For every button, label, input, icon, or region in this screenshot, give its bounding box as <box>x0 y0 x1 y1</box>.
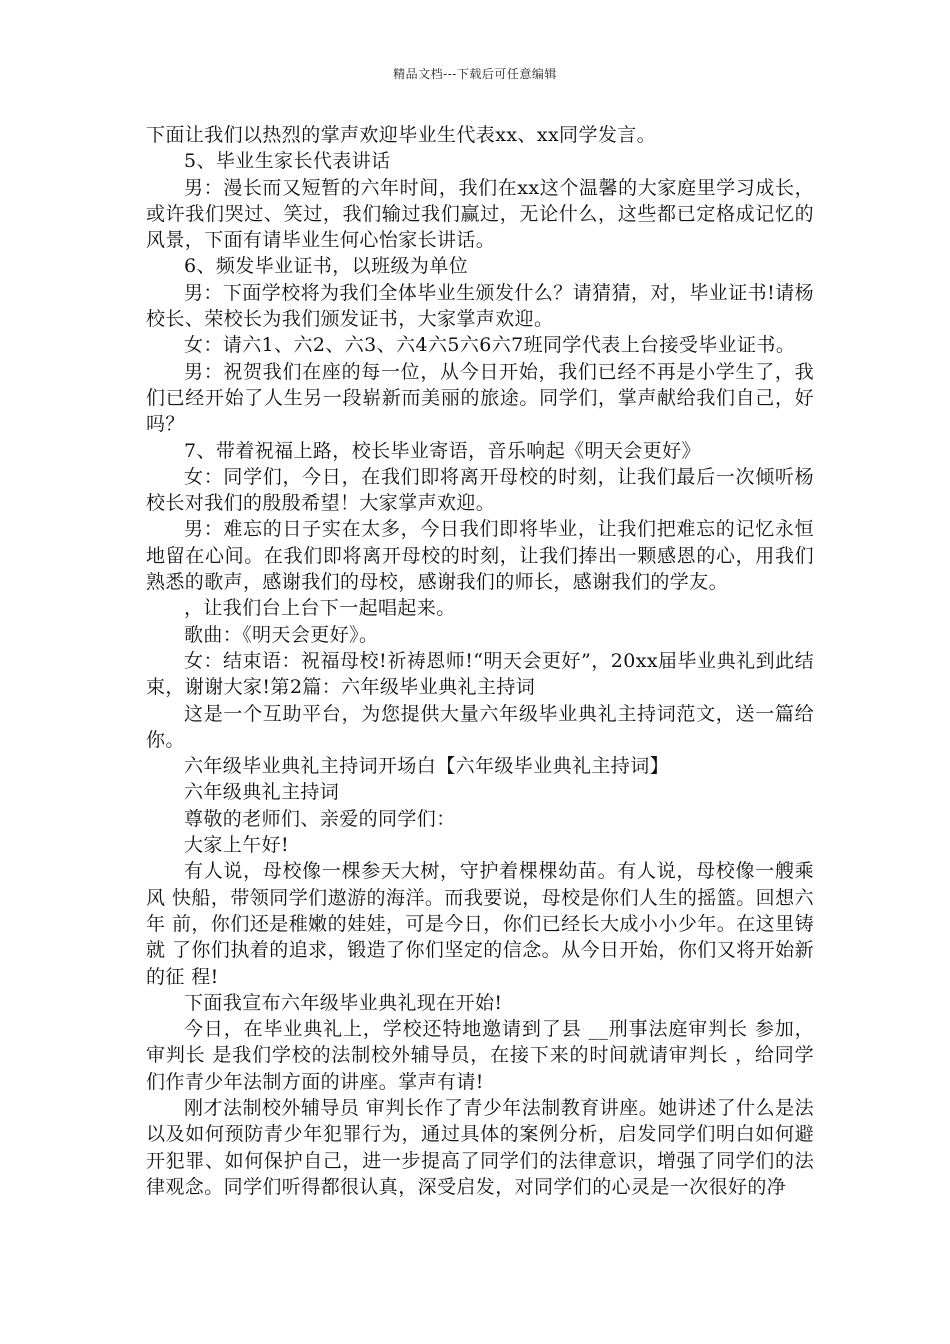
paragraph: 下面让我们以热烈的掌声欢迎毕业生代表xx、xx同学发言。 <box>146 124 657 146</box>
paragraph: 刚才法制校外辅导员 审判长作了青少年法制教育讲座。她讲述了什么是法以及如何预防青少年犯罪行为，通过具体的案例分析，启发同学们明白如何避开犯罪、如何保护自己，进一步提高了同学们的法律意识，增强了同学们的法律观念。同学们听得都很认真，深受启发，对同学们的心灵是一次很好的净 <box>146 1096 814 1198</box>
paragraph: 女：同学们，今日，在我们即将离开母校的时刻，让我们最后一次倾听杨校长对我们的殷殷希望！大家掌声欢迎。 <box>146 465 814 515</box>
paragraph: 这是一个互助平台，为您提供大量六年级毕业典礼主持词范文，送一篇给你。 <box>146 702 814 751</box>
paragraph: 男：祝贺我们在座的每一位，从今日开始，我们已经不再是小学生了，我们已经开始了人生另一段崭新而美丽的旅途。同学们，掌声献给我们自己，好吗？ <box>146 360 814 436</box>
paragraph: 女：请六1、六2、六3、六4六5六6六7班同学代表上台接受毕业证书。 <box>184 334 796 357</box>
paragraph: 下面我宣布六年级毕业典礼现在开始! <box>184 991 503 1014</box>
paragraph: 男：漫长而又短暂的六年时间，我们在xx这个温馨的大家庭里学习成长，或许我们哭过、笑过，我们输过我们赢过，无论什么，这些都已定格成记忆的风景，下面有请毕业生何心怡家长讲话。 <box>146 176 814 252</box>
page-header: 精品文档---下载后可任意编辑 <box>393 67 557 81</box>
paragraph: 今日，在毕业典礼上，学校还特地邀请到了县 __刑事法庭审判长 参加，审判长 是我们学校的法制校外辅导员，在接下来的时间就请审判长 ，给同学们作青少年法制方面的讲座。掌声有请! <box>146 1018 814 1093</box>
section-heading: 6、频发毕业证书，以班级为单位 <box>184 255 469 278</box>
paragraph: 女：结束语：祝福母校!祈祷恩师!“明天会更好”，20xx届毕业典礼到此结束，谢谢大家!第2篇：六年级毕业典礼主持词 <box>146 649 814 699</box>
salutation: 尊敬的老师们、亲爱的同学们： <box>184 807 456 830</box>
paragraph: 歌曲：《明天会更好》。 <box>184 623 379 646</box>
paragraph: 男：下面学校将为我们全体毕业生颁发什么？请猜猜，对，毕业证书!请杨校长、荣校长为我们颁发证书，大家掌声欢迎。 <box>146 281 814 331</box>
paragraph: 有人说，母校像一棵参天大树，守护着棵棵幼苗。有人说，母校像一艘乘风 快船，带领同学们遨游的海洋。而我要说，母校是你们人生的摇篮。回想六年 前，你们还是稚嫩的娃娃，可是今日，你们已经长大成小小少年。在这里铸就 了你们执着的追求，锻造了你们坚定的信念。从今日开始，你们又将开始新的征 程! <box>146 860 814 988</box>
section-heading: 7、带着祝福上路，校长毕业寄语，音乐响起《明天会更好》 <box>184 439 701 462</box>
document-body <box>146 122 814 1200</box>
section-heading: 5、毕业生家长代表讲话 <box>184 150 391 173</box>
paragraph: ，让我们台上台下一起唱起来。 <box>184 597 456 620</box>
greeting: 大家上午好! <box>184 834 290 857</box>
section-heading: 六年级典礼主持词 <box>184 781 340 804</box>
paragraph: 男：难忘的日子实在太多，今日我们即将毕业，让我们把难忘的记忆永恒地留在心间。在我们即将离开母校的时刻，让我们捧出一颗感恩的心，用我们熟悉的歌声，感谢我们的母校，感谢我们的师长，感谢我们的学友。 <box>146 518 814 594</box>
section-heading: 六年级毕业典礼主持词开场白【六年级毕业典礼主持词】 <box>184 755 670 778</box>
